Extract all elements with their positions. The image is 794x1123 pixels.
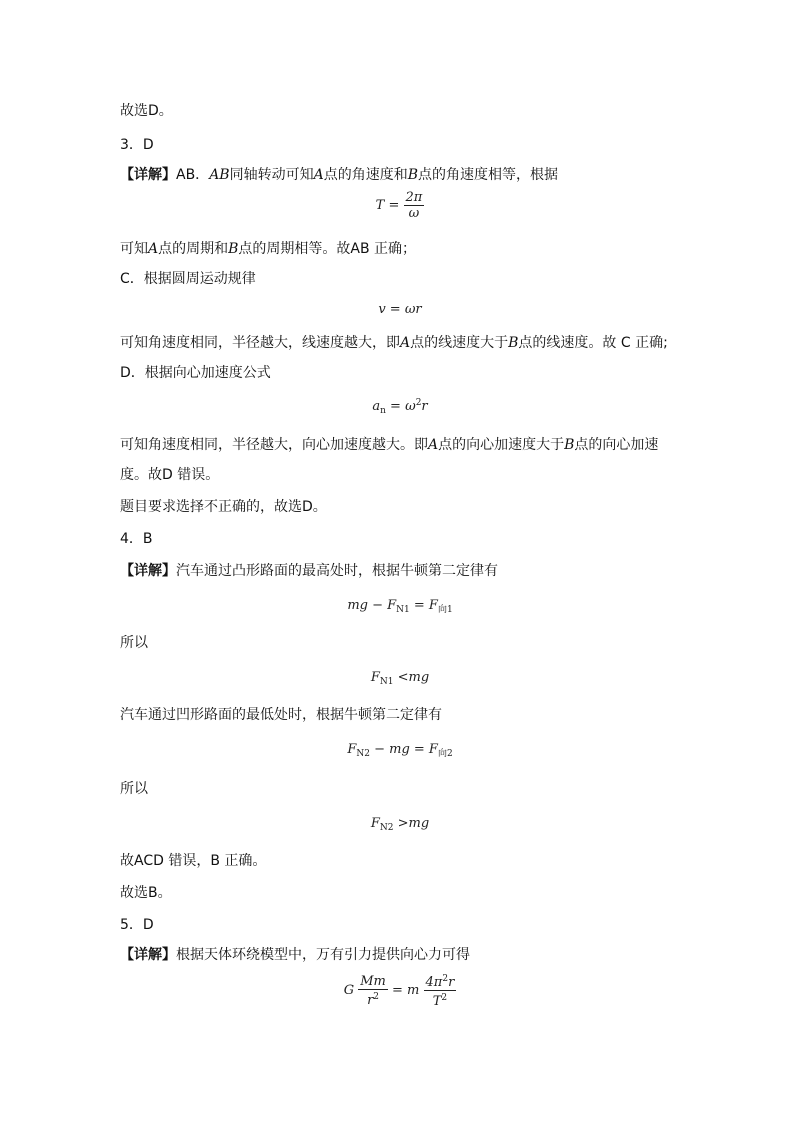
subscript: N2 xyxy=(379,823,394,833)
formula-part: mg − F xyxy=(347,598,397,613)
formula-part: T xyxy=(432,994,442,1009)
formula-part: G xyxy=(343,983,355,998)
text-line xyxy=(120,706,680,724)
text: 可知 xyxy=(120,241,148,257)
denominator xyxy=(424,991,457,1009)
text: 点的周期相等。故AB 正确； xyxy=(238,241,417,257)
formula-part: r xyxy=(421,399,428,414)
formula-gravitation xyxy=(120,972,680,1009)
formula-part: a xyxy=(372,399,381,414)
superscript: 2 xyxy=(415,398,422,408)
denominator xyxy=(358,990,388,1008)
detail-tag: 【详解】 xyxy=(120,563,176,579)
text: C．根据圆周运动规律 xyxy=(120,271,256,287)
text: 度。故D 错误。 xyxy=(120,467,220,483)
text: B xyxy=(508,335,519,351)
formula-part: F xyxy=(347,742,357,757)
formula-centripetal-acceleration xyxy=(120,398,680,416)
question-number xyxy=(120,916,680,934)
subscript: N1 xyxy=(396,605,410,615)
text: A xyxy=(400,335,411,351)
formula-part: v = ωr xyxy=(378,302,422,317)
text: 可知角速度相同，半径越大，线速度越大，即 xyxy=(120,335,400,351)
explanation-line xyxy=(120,562,680,580)
formula-part: >mg xyxy=(393,816,430,831)
formula-concave-inequality xyxy=(120,816,680,833)
subscript: N1 xyxy=(379,677,394,687)
text: 汽车通过凹形路面的最低处时，根据牛顿第二定律有 xyxy=(120,707,442,723)
text: A xyxy=(428,437,439,453)
fraction xyxy=(424,972,457,1009)
superscript: 2 xyxy=(442,974,449,984)
text-line xyxy=(120,466,680,484)
formula-part: r xyxy=(448,975,455,990)
formula-part: F xyxy=(370,670,380,685)
text: 所以 xyxy=(120,635,148,651)
text: 点的角速度相等，根据 xyxy=(418,167,559,183)
text: 点的向心加速度大于 xyxy=(438,437,565,453)
formula-part: 4π xyxy=(425,975,443,990)
denominator: ω xyxy=(408,206,420,221)
text-line xyxy=(120,270,680,288)
text: 3．D xyxy=(120,137,154,153)
text-line xyxy=(120,852,680,870)
formula-concave-road xyxy=(120,742,680,759)
text-line xyxy=(120,334,680,352)
formula-period xyxy=(120,190,680,221)
explanation-line xyxy=(120,946,680,964)
text-line xyxy=(120,364,680,382)
formula-convex-road xyxy=(120,598,680,615)
text: 4．B xyxy=(120,531,153,547)
text: AB xyxy=(209,167,230,183)
text-line xyxy=(120,498,680,516)
text: 根据天体环绕模型中，万有引力提供向心力可得 xyxy=(176,947,470,963)
numerator: 2π xyxy=(405,190,423,205)
formula-part: − mg = F xyxy=(369,742,438,757)
text: D．根据向心加速度公式 xyxy=(120,365,271,381)
formula-part: = m xyxy=(387,983,420,998)
text: 汽车通过凸形路面的最高处时，根据牛顿第二定律有 xyxy=(176,563,498,579)
superscript: 2 xyxy=(441,993,448,1003)
text-line xyxy=(120,436,680,454)
fraction xyxy=(358,974,388,1008)
text: 5．D xyxy=(120,917,154,933)
text: 点的角速度和 xyxy=(323,167,408,183)
formula-part: = F xyxy=(409,598,438,613)
formula-part: r xyxy=(367,992,374,1008)
formula-part: = xyxy=(388,198,400,213)
fraction xyxy=(404,190,425,221)
text: B xyxy=(228,241,239,257)
subscript: 向2 xyxy=(437,749,453,759)
question-number xyxy=(120,530,680,548)
explanation-line xyxy=(120,166,680,184)
text-line xyxy=(120,634,680,652)
text: 点的周期和 xyxy=(158,241,229,257)
text: B xyxy=(407,167,419,183)
formula-part: F xyxy=(370,816,380,831)
text: 故选B。 xyxy=(120,885,172,901)
question-number xyxy=(120,136,680,154)
text: AB． xyxy=(176,167,210,183)
numerator xyxy=(424,972,457,991)
detail-tag: 【详解】 xyxy=(120,167,176,183)
numerator: Mm xyxy=(360,973,386,989)
text-line xyxy=(120,240,680,258)
text: 题目要求选择不正确的，故选D。 xyxy=(120,499,327,515)
formula-part: <mg xyxy=(393,670,430,685)
formula-convex-inequality xyxy=(120,670,680,687)
subscript: 向1 xyxy=(437,605,453,615)
subscript: n xyxy=(380,406,386,416)
detail-tag: 【详解】 xyxy=(120,947,176,963)
formula-part: = ω xyxy=(385,399,416,414)
text: 所以 xyxy=(120,781,148,797)
text-line xyxy=(120,780,680,798)
text: A xyxy=(148,241,159,257)
text: B xyxy=(564,437,575,453)
superscript: 2 xyxy=(373,991,380,1002)
text-line xyxy=(120,102,680,120)
text: 点的线速度大于 xyxy=(410,335,509,351)
subscript: N2 xyxy=(356,749,370,759)
text: 可知角速度相同，半径越大，向心加速度越大。即 xyxy=(120,437,428,453)
text-line xyxy=(120,884,680,902)
formula-linear-velocity xyxy=(120,302,680,317)
text: 故ACD 错误，B 正确。 xyxy=(120,853,267,869)
formula-part: T xyxy=(375,198,385,213)
text: 故选D。 xyxy=(120,103,173,119)
text: 点的向心加速 xyxy=(574,437,659,453)
text: A xyxy=(313,167,324,183)
text: 同轴转动可知 xyxy=(229,167,314,183)
text: 点的线速度。故 C 正确; xyxy=(518,335,668,351)
